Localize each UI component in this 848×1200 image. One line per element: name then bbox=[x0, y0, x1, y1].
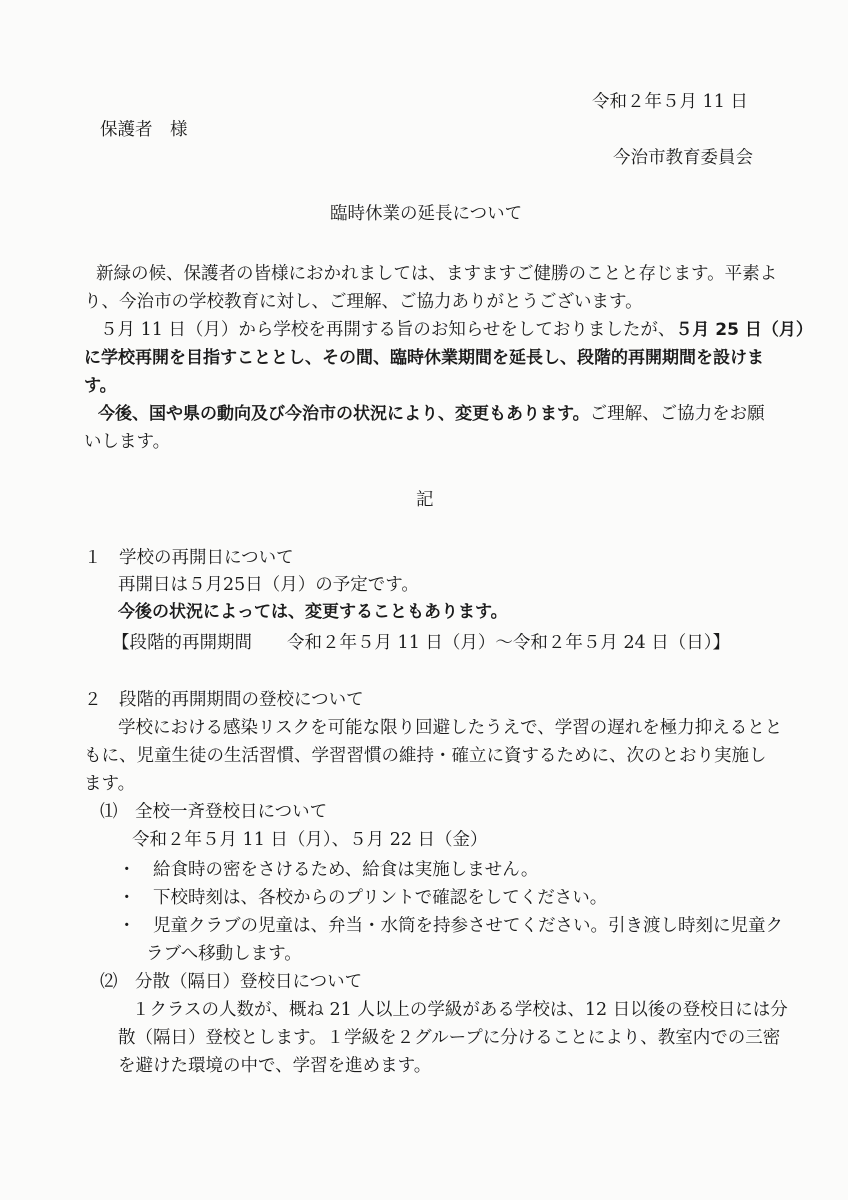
subsection-1-dates: 令和２年５月 11 日（月）、５月 22 日（金） bbox=[132, 830, 488, 850]
subsection-1-bullet-2: ・ 下校時刻は、各校からのプリントで確認をしてください。 bbox=[118, 888, 608, 908]
subsection-2-line-1: １クラスの人数が、概ね 21 人以上の学級がある学校は、12 日以後の登校日には分 bbox=[132, 1000, 788, 1020]
intro-paragraph-2-line-2: に学校再開を目指すこととし、その間、臨時休業期間を延長し、段階的再開期間を設けま bbox=[84, 348, 764, 368]
subsection-2-line-2: 散（隔日）登校とします。１学級を２グループに分けることにより、教室内での三密 bbox=[118, 1028, 781, 1048]
subsection-2-heading: ⑵ 分散（隔日）登校日について bbox=[100, 972, 363, 992]
section-1-line-2: 今後の状況によっては、変更することもあります。 bbox=[118, 602, 508, 622]
section-2-intro-line-3: ます。 bbox=[84, 774, 136, 794]
intro-paragraph-2-line-1 bbox=[100, 318, 813, 342]
intro-paragraph-1-line-1: 新緑の候、保護者の皆様におかれましては、ますますご健勝のことと存じます。平素よ bbox=[96, 264, 778, 284]
intro-paragraph-2-normal-text: ５月 11 日（月）から学校を再開する旨のお知らせをしておりましたが、 bbox=[100, 320, 676, 340]
section-2-intro-line-1: 学校における感染リスクを可能な限り回避したうえで、学習の遅れを極力抑えるとと bbox=[118, 718, 783, 738]
subsection-1-bullet-1: ・ 給食時の密をさけるため、給食は実施しません。 bbox=[118, 860, 539, 880]
subsection-2-line-3: を避けた環境の中で、学習を進めます。 bbox=[118, 1056, 432, 1076]
intro-paragraph-3-line-1 bbox=[98, 402, 765, 426]
intro-paragraph-2-line-3: す。 bbox=[84, 376, 117, 396]
reopen-date-emphasis: ５月 25 日（月） bbox=[675, 320, 813, 340]
ki-marker: 記 bbox=[416, 490, 434, 510]
issue-date: 令和２年５月 11 日 bbox=[592, 92, 748, 112]
document-title: 臨時休業の延長について bbox=[330, 204, 523, 224]
subsection-1-bullet-3-line-2: ラブへ移動します。 bbox=[146, 944, 302, 964]
section-1-heading: １ 学校の再開日について bbox=[84, 548, 294, 568]
subsection-1-bullet-3-line-1: ・ 児童クラブの児童は、弁当・水筒を持参させてください。引き渡し時刻に児童ク bbox=[118, 916, 783, 936]
sender: 今治市教育委員会 bbox=[613, 148, 753, 168]
intro-paragraph-3-line-2: いします。 bbox=[84, 432, 171, 452]
section-2-heading: ２ 段階的再開期間の登校について bbox=[84, 690, 364, 710]
section-1-line-1: 再開日は５月25日（月）の予定です。 bbox=[118, 575, 419, 595]
section-1-period: 【段階的再開期間 令和２年５月 11 日（月）～令和２年５月 24 日（日）】 bbox=[112, 633, 731, 653]
intro-paragraph-3-normal-text: ご理解、ご協力をお願 bbox=[589, 404, 765, 424]
change-notice-emphasis: 今後、国や県の動向及び今治市の状況により、変更もあります。 bbox=[98, 404, 590, 424]
subsection-1-heading: ⑴ 全校一斉登校日について bbox=[100, 802, 328, 822]
section-2-intro-line-2: もに、児童生徒の生活習慣、学習習慣の維持・確立に資するために、次のとおり実施し bbox=[84, 746, 767, 766]
recipient: 保護者 様 bbox=[100, 120, 188, 140]
intro-paragraph-1-line-2: り、今治市の学校教育に対し、ご理解、ご協力ありがとうございます。 bbox=[84, 292, 643, 312]
